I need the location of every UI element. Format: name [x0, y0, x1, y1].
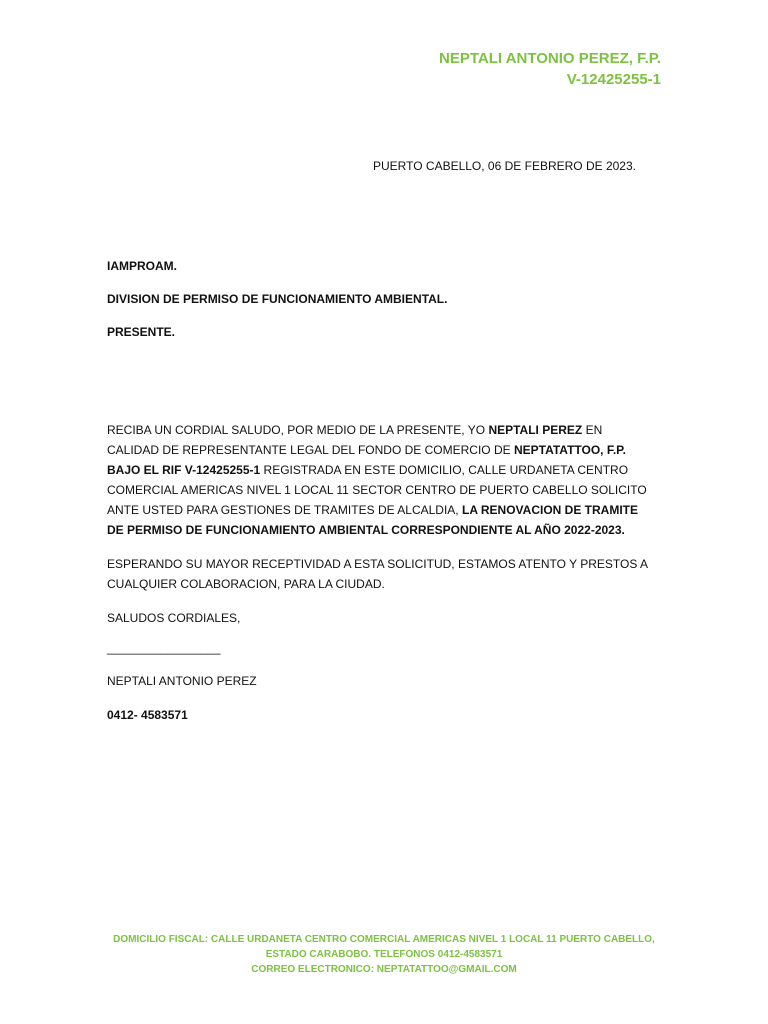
- recipient-presente: PRESENTE.: [107, 325, 176, 339]
- body-text: EN CALIDAD DE REPRESENTANTE LEGAL DEL FONDO DE COMERCIO DE: [107, 423, 603, 457]
- footer-email: CORREO ELECTRONICO: NEPTATATTOO@GMAIL.COM: [251, 964, 517, 975]
- letter-body: [107, 420, 657, 642]
- body-text: RECIBA UN CORDIAL SALUDO, POR MEDIO DE LA PRESENTE, YO: [107, 423, 489, 437]
- signature-line: _________________: [107, 641, 221, 655]
- recipient-organization: IAMPROAM.: [107, 259, 177, 273]
- signature-name: NEPTALI ANTONIO PEREZ: [107, 674, 257, 688]
- recipient-block: [107, 258, 447, 357]
- letterhead-rif: V-12425255-1: [566, 71, 661, 88]
- letter-date: PUERTO CABELLO, 06 DE FEBRERO DE 2023.: [373, 159, 636, 173]
- body-bold-business: NEPTATATTOO, F.P. BAJO EL RIF V-12425255-1: [107, 443, 626, 477]
- body-bold-request: LA RENOVACION DE TRAMITE DE PERMISO DE FUNCIONAMIENTO AMBIENTAL CORRESPONDIENTE AL AÑO 2022-2023.: [107, 503, 638, 537]
- letterhead: [439, 48, 661, 90]
- recipient-division: DIVISION DE PERMISO DE FUNCIONAMIENTO AMBIENTAL.: [107, 292, 448, 306]
- body-paragraph-request: [107, 420, 657, 540]
- footer-address: DOMICILIO FISCAL: CALLE URDANETA CENTRO COMERCIAL AMERICAS NIVEL 1 LOCAL 11 PUERTO CABELLO, ESTADO CARABOBO. TELEFONOS 0412-4583571: [113, 934, 655, 960]
- salutation: SALUDOS CORDIALES,: [107, 611, 241, 625]
- signature-phone: 0412- 4583571: [107, 708, 188, 722]
- body-bold-name: NEPTALI PEREZ: [488, 423, 583, 437]
- letter-footer: [107, 932, 661, 977]
- body-paragraph-closing: ESPERANDO SU MAYOR RECEPTIVIDAD A ESTA SOLICITUD, ESTAMOS ATENTO Y PRESTOS A CUALQUIER COLABORACION, PARA LA CIUDAD.: [107, 557, 648, 591]
- letterhead-name: NEPTALI ANTONIO PEREZ, F.P.: [439, 50, 661, 67]
- body-text: REGISTRADA EN ESTE DOMICILIO, CALLE URDANETA CENTRO COMERCIAL AMERICAS NIVEL 1 LOCAL 11 SECTOR CENTRO DE PUERTO CABELLO SOLICITO ANTE USTED PARA GESTIONES DE TRAMITES DE ALCALDIA,: [107, 463, 647, 517]
